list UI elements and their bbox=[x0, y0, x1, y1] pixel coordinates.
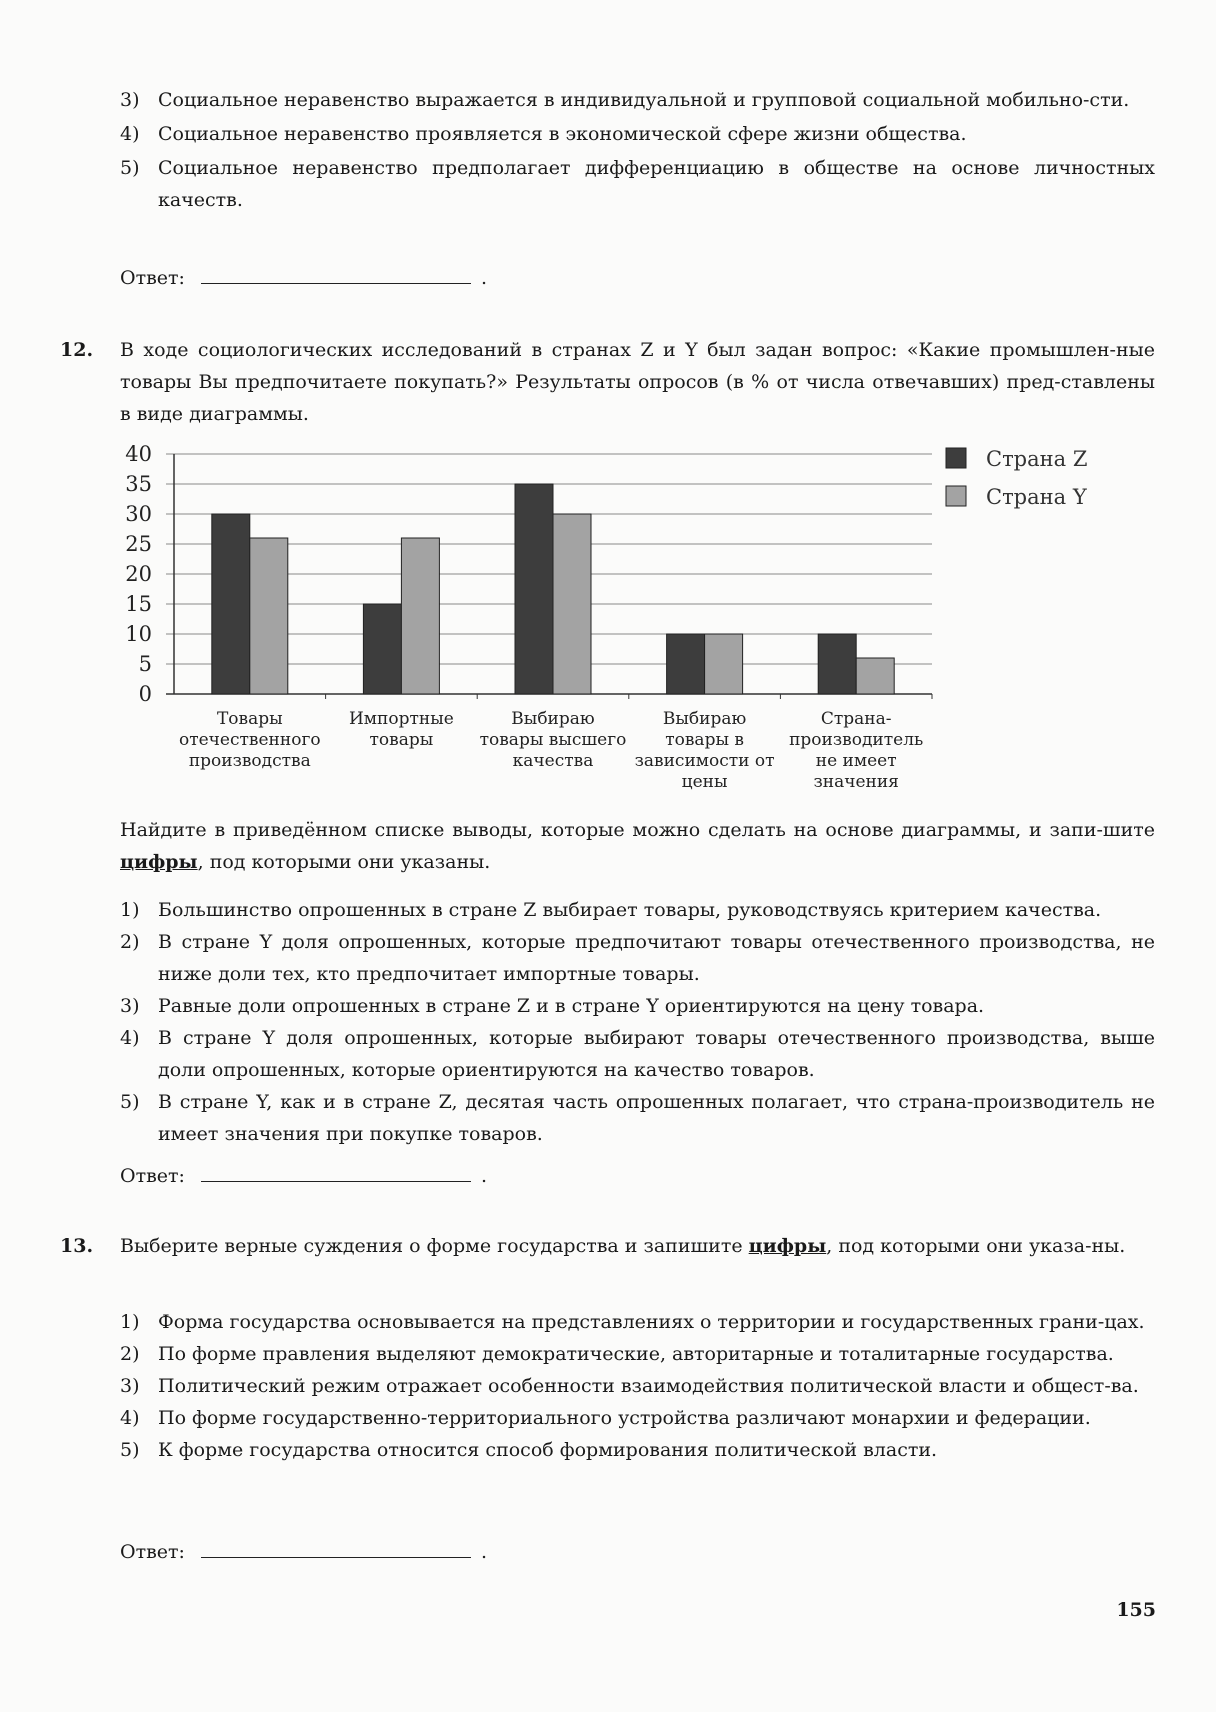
q12-option-1: 1) Большинство опрошенных в стране Z выбирает товары, руководствуясь критерием качества. bbox=[120, 899, 1102, 921]
q11-option-5: 5) Социальное неравенство предполагает дифференциацию в обществе на основе личностных качеств. bbox=[120, 157, 1155, 211]
q13-intro: Выберите верные суждения о форме государства и запишите цифры, под которыми они указа-ны. bbox=[120, 1235, 1126, 1257]
q11-answer: Ответ: . bbox=[120, 262, 487, 294]
legend-label: Страна Y bbox=[986, 485, 1087, 509]
legend-swatch bbox=[946, 448, 966, 468]
answer-field[interactable] bbox=[201, 263, 471, 284]
bar-z bbox=[667, 634, 705, 694]
category-label: значения bbox=[813, 772, 899, 792]
category-label: Выбираю bbox=[511, 709, 595, 729]
q12-instruction: Найдите в приведённом списке выводы, которые можно сделать на основе диаграммы, и запи-шите цифры, под которыми они указаны. bbox=[120, 819, 1155, 873]
answer-label: Ответ: bbox=[120, 1165, 185, 1187]
bar-y bbox=[401, 538, 439, 694]
legend-swatch bbox=[946, 486, 966, 506]
q13-option-3: 3) Политический режим отражает особенности взаимодействия политической власти и общест-ва. bbox=[120, 1375, 1139, 1397]
bar-chart bbox=[110, 436, 1110, 806]
q13-answer: Ответ: . bbox=[120, 1536, 487, 1568]
bar-y bbox=[856, 658, 894, 694]
bar-z bbox=[818, 634, 856, 694]
answer-label: Ответ: bbox=[120, 1541, 185, 1563]
legend-label: Страна Z bbox=[986, 447, 1088, 471]
bar-y bbox=[250, 538, 288, 694]
question-number-13: 13. bbox=[60, 1235, 94, 1257]
q13-option-4: 4) По форме государственно-территориального устройства различают монархии и федерации. bbox=[120, 1407, 1091, 1429]
answer-field[interactable] bbox=[201, 1537, 471, 1558]
q11-options bbox=[120, 84, 1155, 216]
q12-intro: В ходе социологических исследований в странах Z и Y был задан вопрос: «Какие промышлен-ные товары Вы предпочитаете покупать?» Результаты опросов (в % от числа отвечавших) пред-ставлены в виде диаграммы. bbox=[120, 339, 1155, 425]
q13-options bbox=[120, 1306, 1155, 1466]
q11-option-4: 4) Социальное неравенство проявляется в экономической сфере жизни общества. bbox=[120, 123, 967, 145]
category-label: товары высшего bbox=[479, 730, 627, 750]
answer-field[interactable] bbox=[201, 1161, 471, 1182]
q12-option-4: 4) В стране Y доля опрошенных, которые выбирают товары отечественного производства, выше доли опрошенных, которые ориентируются на качество товаров. bbox=[120, 1027, 1155, 1081]
category-label: товары bbox=[369, 730, 434, 750]
q12-option-3: 3) Равные доли опрошенных в стране Z и в стране Y ориентируются на цену товара. bbox=[120, 995, 985, 1017]
y-tick-label: 25 bbox=[125, 532, 152, 556]
y-tick-label: 10 bbox=[125, 622, 152, 646]
bar-z bbox=[363, 604, 401, 694]
y-tick-label: 0 bbox=[138, 682, 152, 706]
bar-y bbox=[553, 514, 591, 694]
q12-options bbox=[120, 894, 1155, 1150]
y-tick-label: 20 bbox=[125, 562, 152, 586]
q13-option-1: 1) Форма государства основывается на представлениях о территории и государственных грани-цах. bbox=[120, 1311, 1145, 1333]
bar-z bbox=[515, 484, 553, 694]
category-label: производитель bbox=[789, 730, 924, 750]
emphasis-digits: цифры bbox=[748, 1235, 827, 1257]
question-number-12: 12. bbox=[60, 339, 94, 361]
category-label: не имеет bbox=[815, 751, 897, 771]
category-label: производства bbox=[188, 751, 311, 771]
category-label: товары в bbox=[665, 730, 744, 750]
q13-option-2: 2) По форме правления выделяют демократические, авторитарные и тоталитарные государства. bbox=[120, 1343, 1114, 1365]
category-label: зависимости от bbox=[634, 751, 775, 771]
category-label: Импортные bbox=[348, 709, 454, 729]
category-label: Страна- bbox=[820, 709, 892, 729]
emphasis-digits: цифры bbox=[120, 851, 198, 873]
bar-y bbox=[705, 634, 743, 694]
q12-option-5: 5) В стране Y, как и в стране Z, десятая часть опрошенных полагает, что страна-производитель не имеет значения при покупке товаров. bbox=[120, 1091, 1155, 1145]
bar-z bbox=[212, 514, 250, 694]
category-label: Выбираю bbox=[662, 709, 747, 729]
q12-answer: Ответ: . bbox=[120, 1160, 487, 1192]
q13-option-5: 5) К форме государства относится способ формирования политической власти. bbox=[120, 1439, 938, 1461]
y-tick-label: 35 bbox=[125, 472, 152, 496]
q11-option-3: 3) Социальное неравенство выражается в индивидуальной и групповой социальной мобильно-сти. bbox=[120, 89, 1130, 111]
category-label: качества bbox=[512, 751, 594, 771]
page-number: 155 bbox=[1116, 1599, 1156, 1621]
y-tick-label: 5 bbox=[138, 652, 152, 676]
y-tick-label: 40 bbox=[125, 442, 152, 466]
y-tick-label: 15 bbox=[125, 592, 152, 616]
category-label: Товары bbox=[216, 709, 283, 729]
category-label: цены bbox=[681, 772, 728, 792]
y-tick-label: 30 bbox=[125, 502, 152, 526]
q12-option-2: 2) В стране Y доля опрошенных, которые предпочитают товары отечественного производства, не ниже доли тех, кто предпочитает импортные товары. bbox=[120, 931, 1155, 985]
category-label: отечественного bbox=[178, 730, 321, 750]
answer-label: Ответ: bbox=[120, 267, 185, 289]
